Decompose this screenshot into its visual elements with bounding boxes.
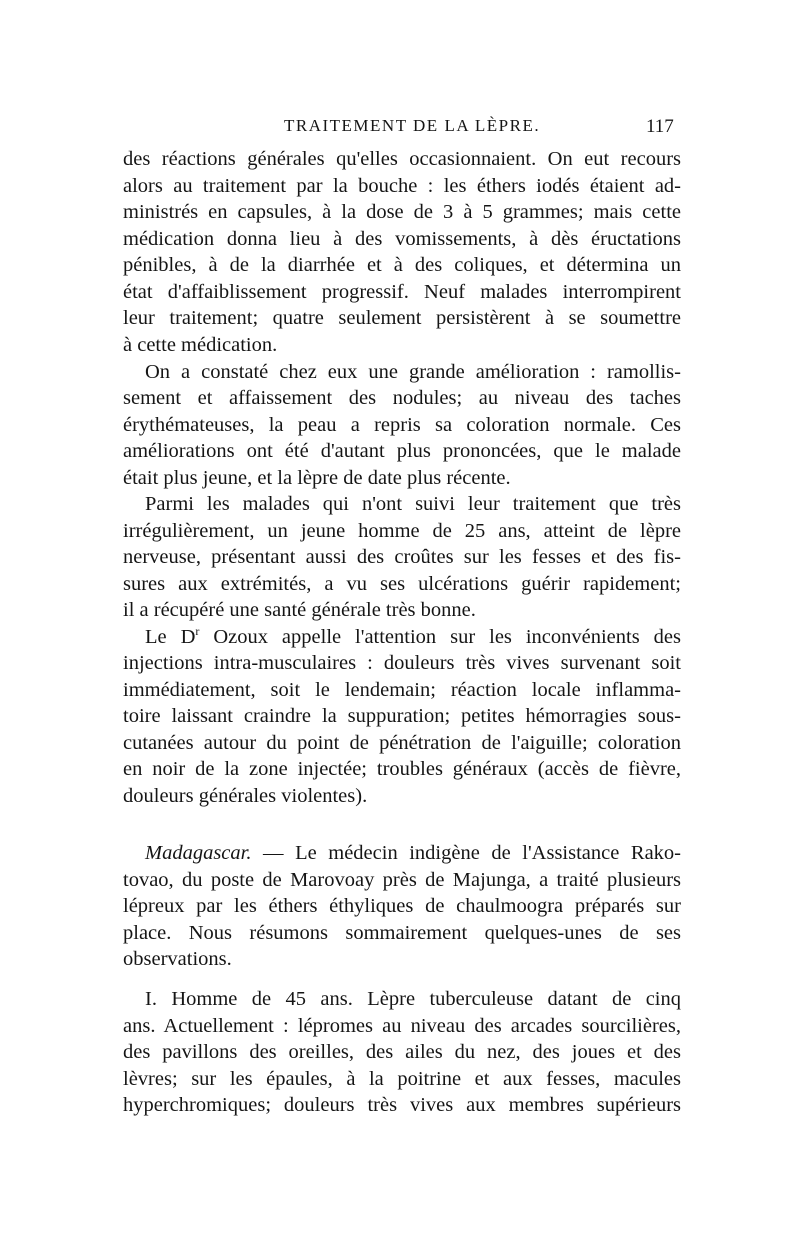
- text-line: sement et affaissement des nodules; au niveau des taches: [123, 387, 681, 410]
- page-number: 117: [646, 116, 674, 137]
- doctor-abbrev: Le D: [145, 625, 196, 648]
- text-line: hyperchromiques; douleurs très vives aux membres supérieurs: [123, 1094, 681, 1117]
- text-line: On a constaté chez eux une grande amélioration : ramollis-: [145, 360, 681, 383]
- text-line: nerveuse, présentant aussi des croûtes sur les fesses et des fis-: [123, 546, 681, 569]
- paragraph-3: [123, 491, 681, 624]
- text-line: érythémateuses, la peau a repris sa coloration normale. Ces: [123, 413, 681, 436]
- doctor-abbrev-sup: r: [195, 623, 200, 638]
- text-line: immédiatement, soit le lendemain; réaction locale inflamma-: [123, 678, 681, 701]
- text-line: observations.: [123, 948, 232, 971]
- paragraph-4: [123, 624, 681, 810]
- text-line: ans. Actuellement : lépromes au niveau des arcades sourcilières,: [123, 1014, 681, 1037]
- text-line: sures aux extrémités, a vu ses ulcérations guérir rapidement;: [123, 572, 681, 595]
- text-line: irrégulièrement, un jeune homme de 25 ans, atteint de lèpre: [123, 519, 681, 542]
- text-line: à cette médication.: [123, 333, 278, 356]
- text-line: cutanées autour du point de pénétration de l'aiguille; coloration: [123, 731, 681, 754]
- text-line: [123, 624, 681, 651]
- text-line: [123, 840, 681, 867]
- text-line: place. Nous résumons sommairement quelques-unes de ses: [123, 921, 681, 944]
- text-fragment: Ozoux appelle l'attention sur les inconvénients des: [199, 625, 681, 648]
- text-line: leur traitement; quatre seulement persistèrent à se soumettre: [123, 307, 681, 330]
- text-line: améliorations ont été d'autant plus prononcées, que le malade: [123, 440, 681, 463]
- text-line: tovao, du poste de Marovoay près de Majunga, a traité plusieurs: [123, 868, 681, 891]
- text-line: était plus jeune, et la lèpre de date plus récente.: [123, 466, 511, 489]
- paragraph-case-1: [123, 986, 681, 1119]
- text-line: ministrés en capsules, à la dose de 3 à 5 grammes; mais cette: [123, 201, 681, 224]
- text-line: des réactions générales qu'elles occasionnaient. On eut recours: [123, 148, 681, 170]
- running-header: [0, 116, 800, 142]
- text-line: en noir de la zone injectée; troubles généraux (accès de fièvre,: [123, 758, 681, 781]
- section-place-heading: Madagascar.: [145, 842, 252, 864]
- text-line: il a récupéré une santé générale très bonne.: [123, 599, 476, 622]
- paragraph-2: [123, 359, 681, 492]
- text-line: injections intra-musculaires : douleurs très vives survenant soit: [123, 652, 681, 675]
- text-line: médication donna lieu à des vomissements, à dès éructations: [123, 227, 681, 250]
- text-line: I. Homme de 45 ans. Lèpre tuberculeuse datant de cinq: [145, 988, 681, 1010]
- text-line: douleurs générales violentes).: [123, 784, 368, 807]
- text-line: pénibles, à de la diarrhée et à des coliques, et détermina un: [123, 254, 681, 277]
- header-title: TRAITEMENT DE LA LÈPRE.: [284, 116, 541, 135]
- text-line: des pavillons des oreilles, des ailes du nez, des joues et des: [123, 1041, 681, 1064]
- text-fragment: — Le médecin indigène de l'Assistance Rako-: [251, 842, 681, 864]
- text-line: alors au traitement par la bouche : les éthers iodés étaient ad-: [123, 174, 681, 197]
- text-line: toire laissant craindre la suppuration; petites hémorragies sous-: [123, 705, 681, 728]
- text-line: état d'affaiblissement progressif. Neuf malades interrompirent: [123, 280, 681, 303]
- paragraph-1: [123, 146, 681, 358]
- text-line: lépreux par les éthers éthyliques de chaulmoogra préparés sur: [123, 895, 681, 918]
- text-line: lèvres; sur les épaules, à la poitrine et aux fesses, macules: [123, 1067, 681, 1090]
- paragraph-madagascar: [123, 840, 681, 973]
- text-line: Parmi les malades qui n'ont suivi leur traitement que très: [145, 493, 681, 515]
